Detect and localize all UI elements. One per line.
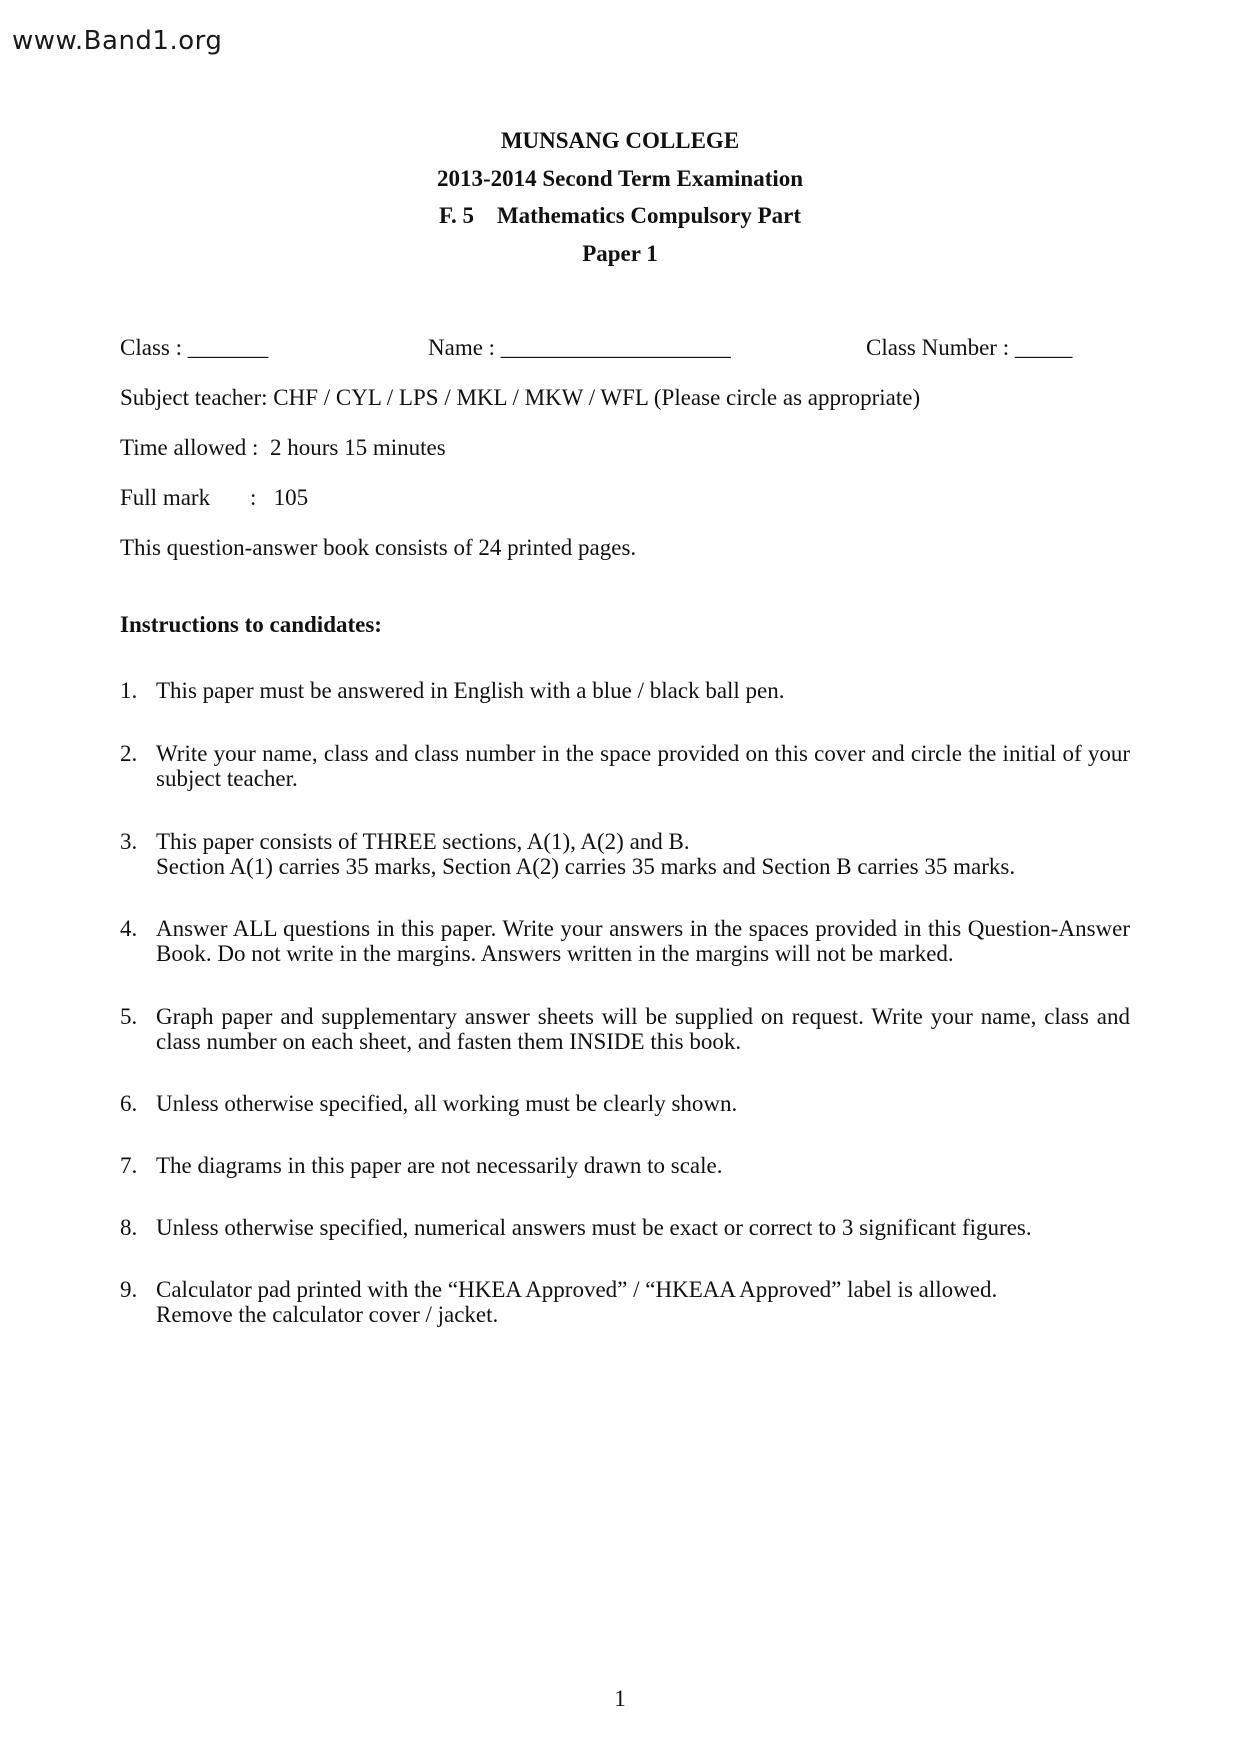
- instruction-text: This paper must be answered in English with a blue / black ball pen.: [156, 678, 785, 703]
- instruction-text: Answer ALL questions in this paper. Write your answers in the spaces provided in this Question-Answer Book. Do not write in the margins. Answers written in the margins will not be marked.: [156, 916, 1130, 966]
- instruction-item: [120, 741, 1130, 791]
- full-mark-value: : 105: [250, 485, 309, 510]
- exam-title: 2013-2014 Second Term Examination: [436, 165, 804, 191]
- instruction-item: [120, 678, 1130, 703]
- instructions-title: Instructions to candidates:: [120, 612, 382, 637]
- instruction-item: [120, 829, 1130, 879]
- time-allowed-line: [120, 434, 446, 462]
- time-allowed-label: Time allowed :: [120, 435, 259, 460]
- instruction-number: 1.: [120, 678, 138, 703]
- instruction-number: 9.: [120, 1277, 138, 1302]
- instruction-item: [120, 1277, 1130, 1327]
- full-mark-label: Full mark: [120, 485, 211, 510]
- page-number: 1: [614, 1686, 626, 1711]
- instruction-number: 2.: [120, 741, 138, 766]
- instruction-item: [120, 1004, 1130, 1054]
- site-watermark: www.Band1.org: [12, 26, 223, 56]
- class-number-field: Class Number : _____: [866, 335, 1073, 360]
- subject-teacher-line: Subject teacher: CHF / CYL / LPS / MKL / MKW / WFL (Please circle as appropriate): [120, 385, 921, 410]
- instruction-item: [120, 916, 1130, 966]
- instruction-number: 6.: [120, 1091, 138, 1116]
- instruction-text: Write your name, class and class number in the space provided on this cover and circle the initial of your subject teacher.: [156, 741, 1130, 791]
- instruction-text: Section A(1) carries 35 marks, Section A(2) carries 35 marks and Section B carries 35 marks.: [156, 854, 1016, 879]
- instruction-number: 8.: [120, 1215, 138, 1240]
- instruction-item: [120, 1215, 1130, 1240]
- time-allowed-value: 2 hours 15 minutes: [270, 435, 446, 460]
- instruction-item: [120, 1091, 1130, 1116]
- school-name: MUNSANG COLLEGE: [500, 128, 740, 153]
- instruction-text: Remove the calculator cover / jacket.: [156, 1302, 499, 1327]
- instruction-number: 5.: [120, 1004, 138, 1029]
- instruction-number: 3.: [120, 829, 138, 854]
- exam-header: [0, 122, 1240, 272]
- instruction-text: Graph paper and supplementary answer sheets will be supplied on request. Write your name, class and class number on each sheet, and fasten them INSIDE this book.: [156, 1004, 1130, 1054]
- paper-title: Paper 1: [582, 240, 658, 266]
- instruction-text: The diagrams in this paper are not necessarily drawn to scale.: [156, 1153, 723, 1178]
- pages-note: This question-answer book consists of 24 printed pages.: [120, 535, 637, 560]
- instruction-text: This paper consists of THREE sections, A(1), A(2) and B.: [156, 829, 690, 854]
- instruction-number: 7.: [120, 1153, 138, 1178]
- instruction-item: [120, 1153, 1130, 1178]
- subject-title: F. 5 Mathematics Compulsory Part: [439, 203, 801, 228]
- instruction-number: 4.: [120, 916, 138, 941]
- full-mark-line: [120, 484, 308, 512]
- class-field: Class : _______: [120, 335, 269, 360]
- instruction-text: Calculator pad printed with the “HKEA Approved” / “HKEAA Approved” label is allowed.: [156, 1277, 998, 1302]
- name-field: Name : ____________________: [428, 335, 731, 360]
- instruction-text: Unless otherwise specified, all working must be clearly shown.: [156, 1091, 738, 1116]
- instruction-text: Unless otherwise specified, numerical answers must be exact or correct to 3 significant figures.: [156, 1215, 1032, 1240]
